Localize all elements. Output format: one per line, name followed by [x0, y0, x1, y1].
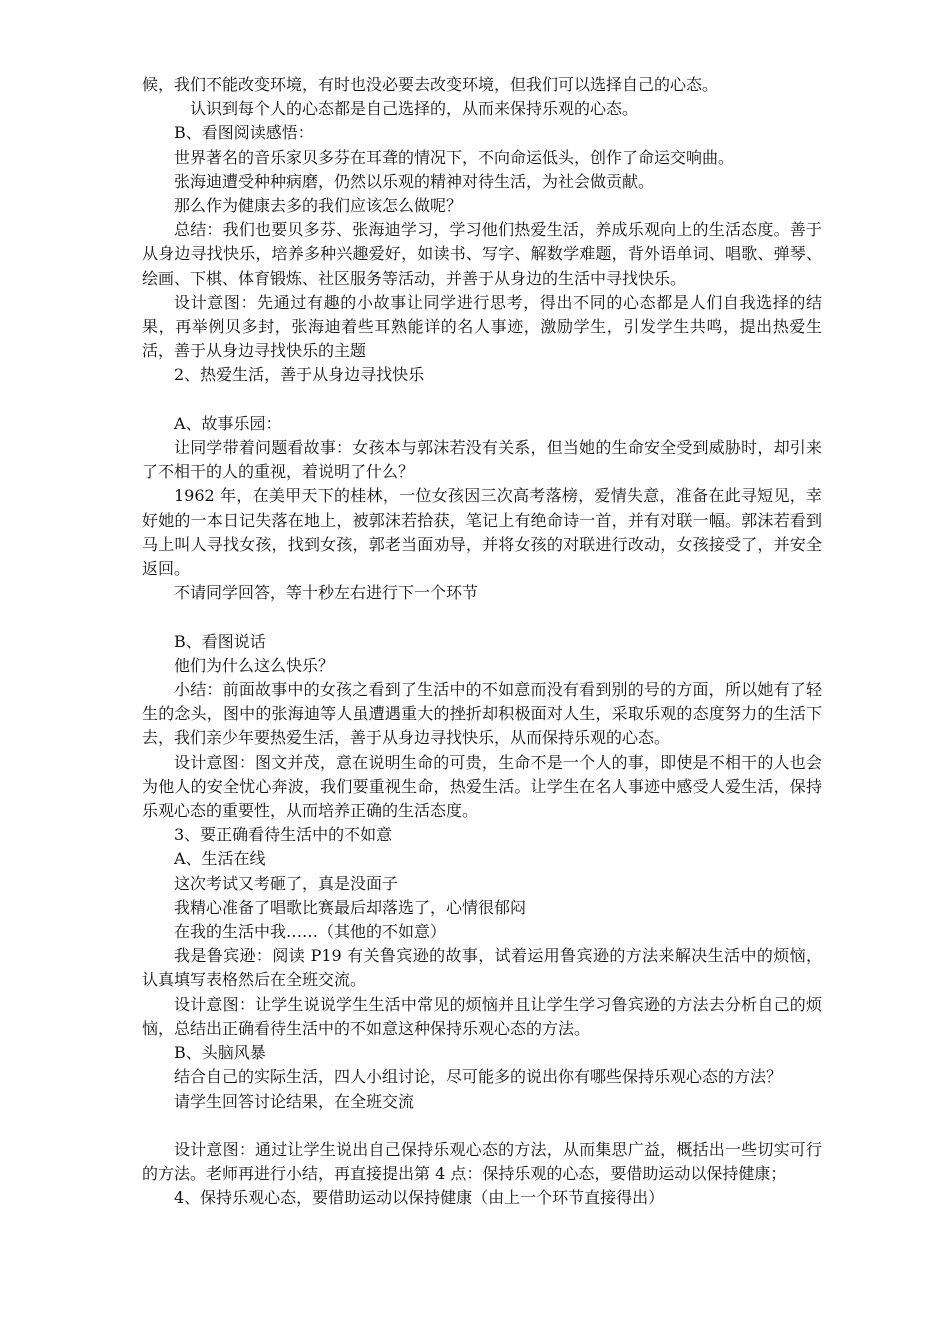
paragraph: A、生活在线: [174, 849, 266, 869]
paragraph: 4、保持乐观心态，要借助运动以保持健康（由上一个环节直接得出）: [174, 1188, 665, 1208]
paragraph: 请学生回答讨论结果，在全班交流: [174, 1091, 415, 1111]
paragraph: B、看图阅读感悟：: [174, 123, 314, 143]
paragraph: 让同学带着问题看故事：女孩本与郭沫若没有关系，但当她的生命安全受到威胁时，却引来了不相干的人的重视，着说明了什么？: [142, 438, 822, 482]
paragraph: B、看图说话: [174, 631, 266, 651]
blank-line: [142, 388, 822, 412]
paragraph: 设计意图：让学生说说学生生活中常见的烦恼并且让学生学习鲁宾逊的方法去分析自己的烦恼，总结出正确看待生活中的不如意这种保持乐观心态的方法。: [142, 994, 822, 1038]
paragraph: A、故事乐园：: [174, 413, 282, 433]
paragraph: 张海迪遭受种种病磨，仍然以乐观的精神对待生活，为社会做贡献。: [174, 171, 655, 191]
paragraph: 我精心准备了唱歌比赛最后却落选了，心情很郁闷: [174, 897, 527, 917]
paragraph: 1962 年，在美甲天下的桂林，一位女孩因三次高考落榜，爱情失意，准备在此寻短见，幸好她的一本日记失落在地上，被郭沫若拾获，笔记上有绝命诗一首，并有对联一幅。郭沫若看到马上叫人寻找女孩，找到女孩，郭老当面劝导，并将女孩的对联进行改动，女孩接受了，并安全返回。: [142, 486, 822, 579]
paragraph: 这次考试又考砸了，真是没面子: [174, 873, 399, 893]
document-page: [142, 73, 822, 1211]
paragraph: 认识到每个人的心态都是自己选择的，从而来保持乐观的心态。: [190, 99, 639, 119]
blank-line: [142, 1114, 822, 1138]
paragraph: 3、要正确看待生活中的不如意: [174, 825, 393, 845]
blank-line: [142, 605, 822, 629]
paragraph: 在我的生活中我……（其他的不如意）: [174, 922, 447, 942]
paragraph: 小结：前面故事中的女孩之看到了生活中的不如意而没有看到别的号的方面，所以她有了轻生的念头，图中的张海迪等人虽遭遇重大的挫折却积极面对人生，采取乐观的态度努力的生活下去，我们亲少年要热爱生活，善于从身边寻找快乐，从而保持乐观的心态。: [142, 680, 822, 748]
paragraph: 候，我们不能改变环境，有时也没必要去改变环境，但我们可以选择自己的心态。: [142, 75, 719, 94]
paragraph: B、头脑风暴: [174, 1043, 266, 1063]
paragraph: 结合自己的实际生活，四人小组讨论，尽可能多的说出你有哪些保持乐观心态的方法？: [174, 1067, 783, 1087]
paragraph: 他们为什么这么快乐？: [174, 655, 335, 675]
paragraph: 设计意图：图文并茂，意在说明生命的可贵，生命不是一个人的事，即使是不相干的人也会为他人的安全忧心奔波，我们要重视生命，热爱生活。让学生在名人事迹中感受人爱生活，保持乐观心态的重要性，从而培养正确的生活态度。: [142, 752, 822, 821]
paragraph: 不请同学回答，等十秒左右进行下一个环节: [174, 583, 479, 603]
paragraph: 设计意图：先通过有趣的小故事让同学进行思考，得出不同的心态都是人们自我选择的结果，再举例贝多封，张海迪着些耳熟能详的名人事迹，激励学生，引发学生共鸣，提出热爱生活，善于从身边寻找快乐的主题: [142, 292, 822, 361]
paragraph: 我是鲁宾逊：阅读 P19 有关鲁宾逊的故事，试着运用鲁宾逊的方法来解决生活中的烦恼，认真填写表格然后在全班交流。: [142, 946, 822, 990]
paragraph: 总结：我们也要贝多芬、张海迪学习，学习他们热爱生活，养成乐观向上的生活态度。善于从身边寻找快乐，培养多种兴趣爱好，如读书、写字、解数学难题，背外语单词、唱歌、弹琴、绘画、下棋、体育锻炼、社区服务等活动，并善于从身边的生活中寻找快乐。: [142, 220, 822, 288]
paragraph: 设计意图：通过让学生说出自己保持乐观心态的方法，从而集思广益，概括出一些切实可行的方法。老师再进行小结，再直接提出第 4 点：保持乐观的心态，要借助运动以保持健康；: [142, 1139, 822, 1184]
paragraph: 那么作为健康去多的我们应该怎么做呢？: [174, 196, 463, 216]
paragraph: 2、热爱生活，善于从身边寻找快乐: [174, 365, 425, 385]
paragraph: 世界著名的音乐家贝多芬在耳聋的情况下，不向命运低头，创作了命运交响曲。: [174, 147, 735, 167]
